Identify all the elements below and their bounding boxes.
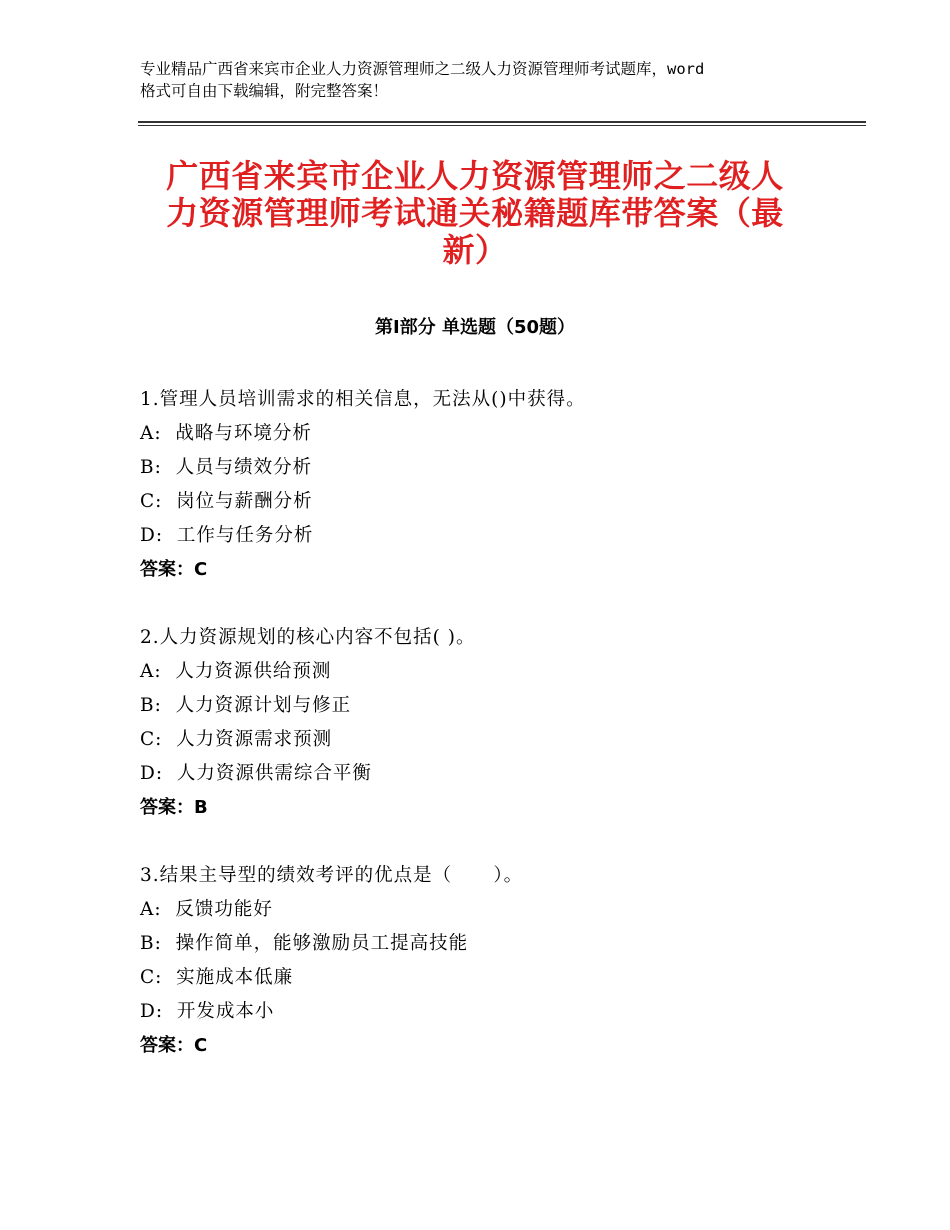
option-c: C: 人力资源需求预测 (140, 729, 333, 750)
document-title-line-1: 广西省来宾市企业人力资源管理师之二级人 (166, 157, 784, 195)
question-stem: 1.管理人员培训需求的相关信息，无法从()中获得。 (140, 389, 586, 410)
option-b: B: 操作简单，能够激励员工提高技能 (140, 933, 469, 954)
answer-label: 答案：C (140, 1035, 208, 1056)
document-header-note (140, 58, 830, 102)
header-divider-thin (138, 125, 866, 126)
document-title (140, 158, 810, 269)
header-note-line-2: 格式可自由下载编辑，附完整答案！ (140, 82, 389, 100)
option-b: B: 人员与绩效分析 (140, 457, 313, 478)
header-note-line-1: 专业精品广西省来宾市企业人力资源管理师之二级人力资源管理师考试题库，word (140, 60, 705, 78)
option-d: D: 人力资源供需综合平衡 (140, 763, 372, 784)
question-list (140, 383, 840, 1097)
question-1 (140, 383, 840, 587)
question-2 (140, 621, 840, 825)
option-c: C: 实施成本低廉 (140, 967, 294, 988)
answer-label: 答案：B (140, 797, 208, 818)
question-3 (140, 859, 840, 1063)
option-b: B: 人力资源计划与修正 (140, 695, 352, 716)
question-stem: 2.人力资源规划的核心内容不包括( )。 (140, 627, 476, 648)
answer-label: 答案：C (140, 559, 208, 580)
section-title: 第Ⅰ部分 单选题（50题） (374, 317, 575, 338)
header-divider-thick (138, 121, 866, 123)
document-title-line-3: 新） (442, 231, 508, 269)
option-a: A: 反馈功能好 (140, 899, 273, 920)
option-a: A: 战略与环境分析 (140, 423, 312, 444)
option-d: D: 工作与任务分析 (140, 525, 314, 546)
document-title-line-2: 力资源管理师考试通关秘籍题库带答案（最 (166, 194, 784, 232)
option-a: A: 人力资源供给预测 (140, 661, 332, 682)
option-d: D: 开发成本小 (140, 1001, 275, 1022)
question-stem: 3.结果主导型的绩效考评的优点是（ ）。 (140, 865, 524, 886)
option-c: C: 岗位与薪酬分析 (140, 491, 313, 512)
